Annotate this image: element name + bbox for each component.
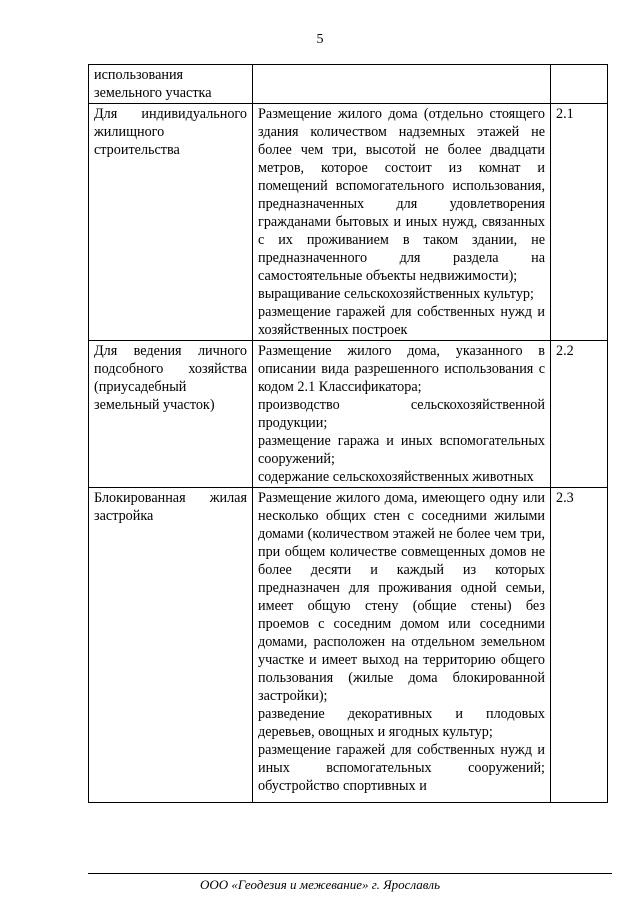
land-use-name: Для ведения личного подсобного хозяйства (приусадебный земельный участок) <box>89 341 253 488</box>
land-use-name: использования земельного участка <box>89 65 253 104</box>
table-row <box>89 104 608 341</box>
description-paragraph: выращивание сельскохозяйственных культур; <box>258 286 534 302</box>
description-paragraph: Размещение жилого дома, имеющего одну или несколько общих стен с соседними жилыми домами (количеством этажей не более чем три, при общем количестве совмещенных домов не более десяти и каждый из которых предназначен для проживания одной семьи, имеет общую стену (общие стены) без проемов с соседним домом или соседними домами, расположен на отдельном земельном участке и имеет выход на территорию общего пользования (жилые дома блокированной застройки); <box>258 490 545 704</box>
land-use-description <box>253 341 551 488</box>
page-number: 5 <box>316 32 324 47</box>
table-row <box>89 341 608 488</box>
description-paragraph: размещение гаража и иных вспомогательных сооружений; <box>258 433 545 467</box>
description-paragraph: Размещение жилого дома, указанного в описании вида разрешенного использования с кодом 2.1 Классификатора; <box>258 343 545 395</box>
land-use-description <box>253 65 551 104</box>
table-row <box>89 65 608 104</box>
land-use-code <box>551 65 608 104</box>
land-use-code: 2.2 <box>551 341 608 488</box>
land-use-code: 2.3 <box>551 488 608 803</box>
description-paragraph: разведение декоративных и плодовых деревьев, овощных и ягодных культур; <box>258 706 545 740</box>
table-row <box>89 488 608 803</box>
page-footer: ООО «Геодезия и межевание» г. Ярославль <box>199 877 441 892</box>
description-paragraph: размещение гаражей для собственных нужд и хозяйственных построек <box>258 304 545 338</box>
land-use-table <box>88 64 608 803</box>
description-paragraph: содержание сельскохозяйственных животных <box>258 469 534 485</box>
description-paragraph: размещение гаражей для собственных нужд и иных вспомогательных сооружений; обустройство спортивных и <box>258 742 545 794</box>
land-use-description <box>253 104 551 341</box>
description-paragraph: Размещение жилого дома (отдельно стоящего здания количеством надземных этажей не более чем три, высотой не более двадцати метров, которое состоит из комнат и помещений вспомогательного использования, предназначенных для удовлетворения гражданами бытовых и иных нужд, связанных с их проживанием в таком здании, не предназначенного для раздела на самостоятельные объекты недвижимости); <box>258 106 545 284</box>
footer-divider <box>88 873 612 874</box>
description-paragraph: производство сельскохозяйственной продукции; <box>258 397 545 431</box>
land-use-name: Блокированная жилая застройка <box>89 488 253 803</box>
land-use-code: 2.1 <box>551 104 608 341</box>
land-use-description <box>253 488 551 803</box>
land-use-name: Для индивидуального жилищного строительства <box>89 104 253 341</box>
